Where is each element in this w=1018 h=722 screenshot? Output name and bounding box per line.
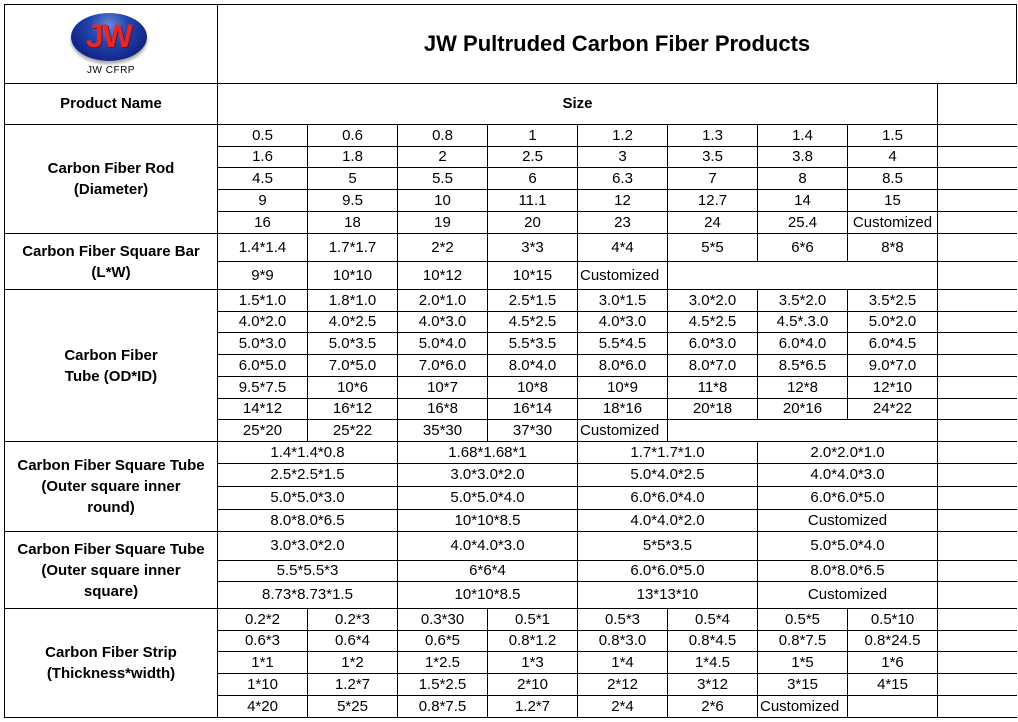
empty-cell (938, 312, 1017, 333)
size-cell: 2.5*2.5*1.5 (218, 464, 398, 487)
size-cell: 0.6*5 (398, 631, 488, 652)
product-name-strip (5, 609, 218, 718)
empty-cell (938, 561, 1017, 582)
size-cell: 1 (488, 125, 578, 147)
size-cell: 4.0*4.0*2.0 (578, 510, 758, 532)
size-cell: 1*5 (758, 652, 848, 674)
empty-cell (938, 532, 1017, 561)
size-cell: 0.8*7.5 (758, 631, 848, 652)
size-cell: 9 (218, 190, 308, 212)
header-product-name: Product Name (5, 84, 218, 125)
size-cell: 1.4 (758, 125, 848, 147)
company-logo (31, 5, 191, 83)
product-name-line: Carbon Fiber Strip (45, 644, 177, 661)
product-name-line: (Thickness*width) (46, 665, 176, 682)
empty-cell (938, 168, 1017, 190)
size-cell: 5.0*4.0*2.5 (578, 464, 758, 487)
empty-cell (938, 377, 1017, 399)
empty-cell (938, 399, 1017, 420)
size-cell: 0.5*5 (758, 609, 848, 631)
size-cell: 16*8 (398, 399, 488, 420)
size-cell: 10*10*8.5 (398, 582, 578, 609)
size-cell: 0.8*4.5 (668, 631, 758, 652)
product-name-line: Tube (OD*ID) (64, 367, 158, 385)
product-name-line: Carbon Fiber Square Tube (17, 540, 205, 558)
size-cell: 5.0*5.0*4.0 (398, 487, 578, 510)
size-cell: 24*22 (848, 399, 938, 420)
size-cell: 12.7 (668, 190, 758, 212)
size-cell: 1.7*1.7*1.0 (578, 442, 758, 464)
size-cell: 25.4 (758, 212, 848, 234)
size-cell: 37*30 (488, 420, 578, 442)
size-cell: 3*12 (668, 674, 758, 696)
size-cell: 1.5 (848, 125, 938, 147)
size-cell: 5.0*5.0*3.0 (218, 487, 398, 510)
size-cell: 15 (848, 190, 938, 212)
product-name-sq_tube_square (5, 532, 218, 609)
size-cell: 0.6 (308, 125, 398, 147)
size-cell: 10 (398, 190, 488, 212)
size-cell: Customized (578, 262, 668, 290)
size-cell: 5*25 (308, 696, 398, 718)
size-cell: 24 (668, 212, 758, 234)
size-cell: 20 (488, 212, 578, 234)
size-cell: 16*12 (308, 399, 398, 420)
size-cell: 1*2.5 (398, 652, 488, 674)
size-cell: 2*4 (578, 696, 668, 718)
size-cell: 35*30 (398, 420, 488, 442)
product-name-line: (Outer square inner (41, 561, 181, 579)
product-name-sq_tube_round (5, 442, 218, 532)
size-cell: 5.0*4.0 (398, 333, 488, 355)
size-cell: 5.5*4.5 (578, 333, 668, 355)
size-cell: 6.0*5.0 (218, 355, 308, 377)
size-cell: 8.5 (848, 168, 938, 190)
size-cell: 20*16 (758, 399, 848, 420)
size-cell: 3.0*1.5 (578, 290, 668, 312)
size-cell: 1*4 (578, 652, 668, 674)
product-name-line: (Outer square inner (41, 478, 181, 495)
size-cell: 2*6 (668, 696, 758, 718)
size-cell: 10*12 (398, 262, 488, 290)
logo-caption: JW CFRP (87, 65, 135, 76)
size-cell: 5 (308, 168, 398, 190)
size-cell: 8.0*6.0 (578, 355, 668, 377)
size-cell: 3.0*2.0 (668, 290, 758, 312)
size-cell: 14*12 (218, 399, 308, 420)
product-name-square_bar (5, 234, 218, 290)
empty-cell (938, 262, 1017, 290)
size-cell: 6.0*4.0 (758, 333, 848, 355)
size-cell: 4.5 (218, 168, 308, 190)
size-cell: 3.8 (758, 147, 848, 168)
size-cell: 1.8*1.0 (308, 290, 398, 312)
size-cell: 4 (848, 147, 938, 168)
size-cell: 0.8*3.0 (578, 631, 668, 652)
size-cell: 1.2 (578, 125, 668, 147)
size-cell: 2*2 (398, 234, 488, 262)
title-row (5, 5, 1017, 84)
empty-cell (938, 290, 1017, 312)
size-cell: 4.5*2.5 (488, 312, 578, 333)
size-cell: 4.0*4.0*3.0 (758, 464, 938, 487)
size-cell: 4.5*.3.0 (758, 312, 848, 333)
empty-cell (938, 487, 1017, 510)
product-table (4, 4, 1017, 718)
header-spacer (938, 84, 1017, 125)
size-cell: 1*10 (218, 674, 308, 696)
product-name-line: (L*W) (91, 263, 131, 281)
size-cell: 4.5*2.5 (668, 312, 758, 333)
table-row (5, 532, 1017, 561)
size-cell: 1.5*2.5 (398, 674, 488, 696)
size-cell: 14 (758, 190, 848, 212)
page-title: JW Pultruded Carbon Fiber Products (218, 5, 1017, 84)
size-cell: 1.2*7 (488, 696, 578, 718)
empty-cell (938, 190, 1017, 212)
size-cell: 12*8 (758, 377, 848, 399)
size-cell: 4*15 (848, 674, 938, 696)
size-cell: 8.0*4.0 (488, 355, 578, 377)
size-cell: 0.2*2 (218, 609, 308, 631)
size-cell: 6.0*6.0*5.0 (578, 561, 758, 582)
size-cell: 5.5*3.5 (488, 333, 578, 355)
size-cell: 0.8*24.5 (848, 631, 938, 652)
empty-cell (938, 696, 1017, 718)
empty-cell (938, 609, 1017, 631)
size-cell: 0.5*1 (488, 609, 578, 631)
size-cell: 0.5*4 (668, 609, 758, 631)
size-cell: 5.5 (398, 168, 488, 190)
size-cell: 1*3 (488, 652, 578, 674)
size-cell: 1.4*1.4 (218, 234, 308, 262)
size-cell: 18*16 (578, 399, 668, 420)
size-cell: 6.0*3.0 (668, 333, 758, 355)
empty-cell (938, 631, 1017, 652)
table-row (5, 125, 1017, 147)
size-cell: Customized (758, 696, 848, 718)
size-cell: 11*8 (668, 377, 758, 399)
empty-cell (938, 674, 1017, 696)
size-cell: 1.4*1.4*0.8 (218, 442, 398, 464)
empty-cell (938, 464, 1017, 487)
size-cell: 13*13*10 (578, 582, 758, 609)
size-cell: 20*18 (668, 399, 758, 420)
size-cell: 10*6 (308, 377, 398, 399)
size-cell: 0.6*4 (308, 631, 398, 652)
size-cell: 0.5*3 (578, 609, 668, 631)
size-cell: Customized (758, 510, 938, 532)
table-row (5, 290, 1017, 312)
product-name-line: (Diameter) (73, 181, 149, 198)
size-cell: 3.0*3.0*2.0 (218, 532, 398, 561)
size-cell: 5.5*5.5*3 (218, 561, 398, 582)
size-cell: 7.0*6.0 (398, 355, 488, 377)
size-cell: 8.73*8.73*1.5 (218, 582, 398, 609)
size-cell: 3*3 (488, 234, 578, 262)
size-cell: 6.0*4.5 (848, 333, 938, 355)
size-cell: 16 (218, 212, 308, 234)
logo-mark: JW (86, 18, 132, 54)
table-row (5, 234, 1017, 262)
size-cell: 1*4.5 (668, 652, 758, 674)
empty-cell (668, 420, 938, 442)
size-cell: 2*10 (488, 674, 578, 696)
size-cell: 2.5*1.5 (488, 290, 578, 312)
size-cell: 12*10 (848, 377, 938, 399)
size-cell: 1*1 (218, 652, 308, 674)
size-cell: 1.3 (668, 125, 758, 147)
size-cell: 0.8*1.2 (488, 631, 578, 652)
size-cell: 10*10 (308, 262, 398, 290)
size-cell: 3.5*2.5 (848, 290, 938, 312)
size-cell: 19 (398, 212, 488, 234)
product-name-line: Carbon Fiber Square Tube (17, 457, 205, 474)
size-cell: 2.0*1.0 (398, 290, 488, 312)
product-name-line: Carbon Fiber Square Bar (22, 242, 200, 260)
size-cell: 6.0*6.0*5.0 (758, 487, 938, 510)
empty-cell (938, 147, 1017, 168)
size-cell: 1.8 (308, 147, 398, 168)
empty-cell (668, 262, 938, 290)
size-cell: 8.0*8.0*6.5 (218, 510, 398, 532)
size-cell: 4*4 (578, 234, 668, 262)
size-cell: 9*9 (218, 262, 308, 290)
size-cell: 23 (578, 212, 668, 234)
size-cell: Customized (848, 212, 938, 234)
size-cell: Customized (578, 420, 668, 442)
size-cell: 8.5*6.5 (758, 355, 848, 377)
size-cell: 3*15 (758, 674, 848, 696)
empty-cell (848, 696, 938, 718)
product-name-line: round) (87, 499, 135, 516)
size-cell: 5.0*5.0*4.0 (758, 532, 938, 561)
size-cell: 8 (758, 168, 848, 190)
size-cell: 5.0*3.0 (218, 333, 308, 355)
size-cell: 9.5 (308, 190, 398, 212)
size-cell: 6*6 (758, 234, 848, 262)
size-cell: 0.6*3 (218, 631, 308, 652)
size-cell: 3.5 (668, 147, 758, 168)
table-row (5, 609, 1017, 631)
size-cell: 5*5 (668, 234, 758, 262)
size-cell: 12 (578, 190, 668, 212)
size-cell: 5.0*3.5 (308, 333, 398, 355)
size-cell: 8*8 (848, 234, 938, 262)
size-cell: 4.0*2.5 (308, 312, 398, 333)
product-name-tube (5, 290, 218, 442)
table-row (5, 442, 1017, 464)
size-cell: 0.2*3 (308, 609, 398, 631)
size-cell: 0.5*10 (848, 609, 938, 631)
size-cell: 3 (578, 147, 668, 168)
size-cell: 2*12 (578, 674, 668, 696)
size-cell: 1*2 (308, 652, 398, 674)
size-cell: 1.5*1.0 (218, 290, 308, 312)
size-cell: 25*20 (218, 420, 308, 442)
product-name-line: Carbon Fiber Rod (47, 160, 175, 177)
empty-cell (938, 582, 1017, 609)
size-cell: 6.3 (578, 168, 668, 190)
size-cell: 2 (398, 147, 488, 168)
size-cell: 4.0*3.0 (578, 312, 668, 333)
size-cell: 0.5 (218, 125, 308, 147)
size-cell: 10*15 (488, 262, 578, 290)
size-cell: 5*5*3.5 (578, 532, 758, 561)
size-cell: 9.0*7.0 (848, 355, 938, 377)
size-cell: 9.5*7.5 (218, 377, 308, 399)
size-cell: 1.7*1.7 (308, 234, 398, 262)
size-cell: 2.0*2.0*1.0 (758, 442, 938, 464)
size-cell: 1.68*1.68*1 (398, 442, 578, 464)
size-cell: 8.0*7.0 (668, 355, 758, 377)
size-cell: 0.3*30 (398, 609, 488, 631)
size-cell: 25*22 (308, 420, 398, 442)
product-name-rod (5, 125, 218, 234)
size-cell: 10*9 (578, 377, 668, 399)
size-cell: 1.2*7 (308, 674, 398, 696)
product-name-line: square) (83, 582, 139, 600)
size-cell: 6*6*4 (398, 561, 578, 582)
empty-cell (938, 125, 1017, 147)
size-cell: 1.6 (218, 147, 308, 168)
size-cell: 8.0*8.0*6.5 (758, 561, 938, 582)
size-cell: 10*10*8.5 (398, 510, 578, 532)
size-cell: 0.8 (398, 125, 488, 147)
empty-cell (938, 333, 1017, 355)
empty-cell (938, 420, 1017, 442)
size-cell: 1*6 (848, 652, 938, 674)
size-cell: 7.0*5.0 (308, 355, 398, 377)
empty-cell (938, 355, 1017, 377)
header-size: Size (218, 84, 938, 125)
size-cell: 3.5*2.0 (758, 290, 848, 312)
size-cell: 18 (308, 212, 398, 234)
size-cell: 7 (668, 168, 758, 190)
empty-cell (938, 212, 1017, 234)
empty-cell (938, 234, 1017, 262)
size-cell: 3.0*3.0*2.0 (398, 464, 578, 487)
size-cell: 10*7 (398, 377, 488, 399)
size-cell: 2.5 (488, 147, 578, 168)
header-row (5, 84, 1017, 125)
size-cell: 5.0*2.0 (848, 312, 938, 333)
size-cell: Customized (758, 582, 938, 609)
size-cell: 6.0*6.0*4.0 (578, 487, 758, 510)
size-cell: 0.8*7.5 (398, 696, 488, 718)
size-cell: 11.1 (488, 190, 578, 212)
product-name-line: Carbon Fiber (64, 346, 158, 364)
size-cell: 4.0*4.0*3.0 (398, 532, 578, 561)
empty-cell (938, 510, 1017, 532)
size-cell: 6 (488, 168, 578, 190)
logo-cell (5, 5, 218, 84)
size-cell: 4.0*3.0 (398, 312, 488, 333)
empty-cell (938, 652, 1017, 674)
empty-cell (938, 442, 1017, 464)
size-cell: 16*14 (488, 399, 578, 420)
size-cell: 4.0*2.0 (218, 312, 308, 333)
size-cell: 10*8 (488, 377, 578, 399)
size-cell: 4*20 (218, 696, 308, 718)
